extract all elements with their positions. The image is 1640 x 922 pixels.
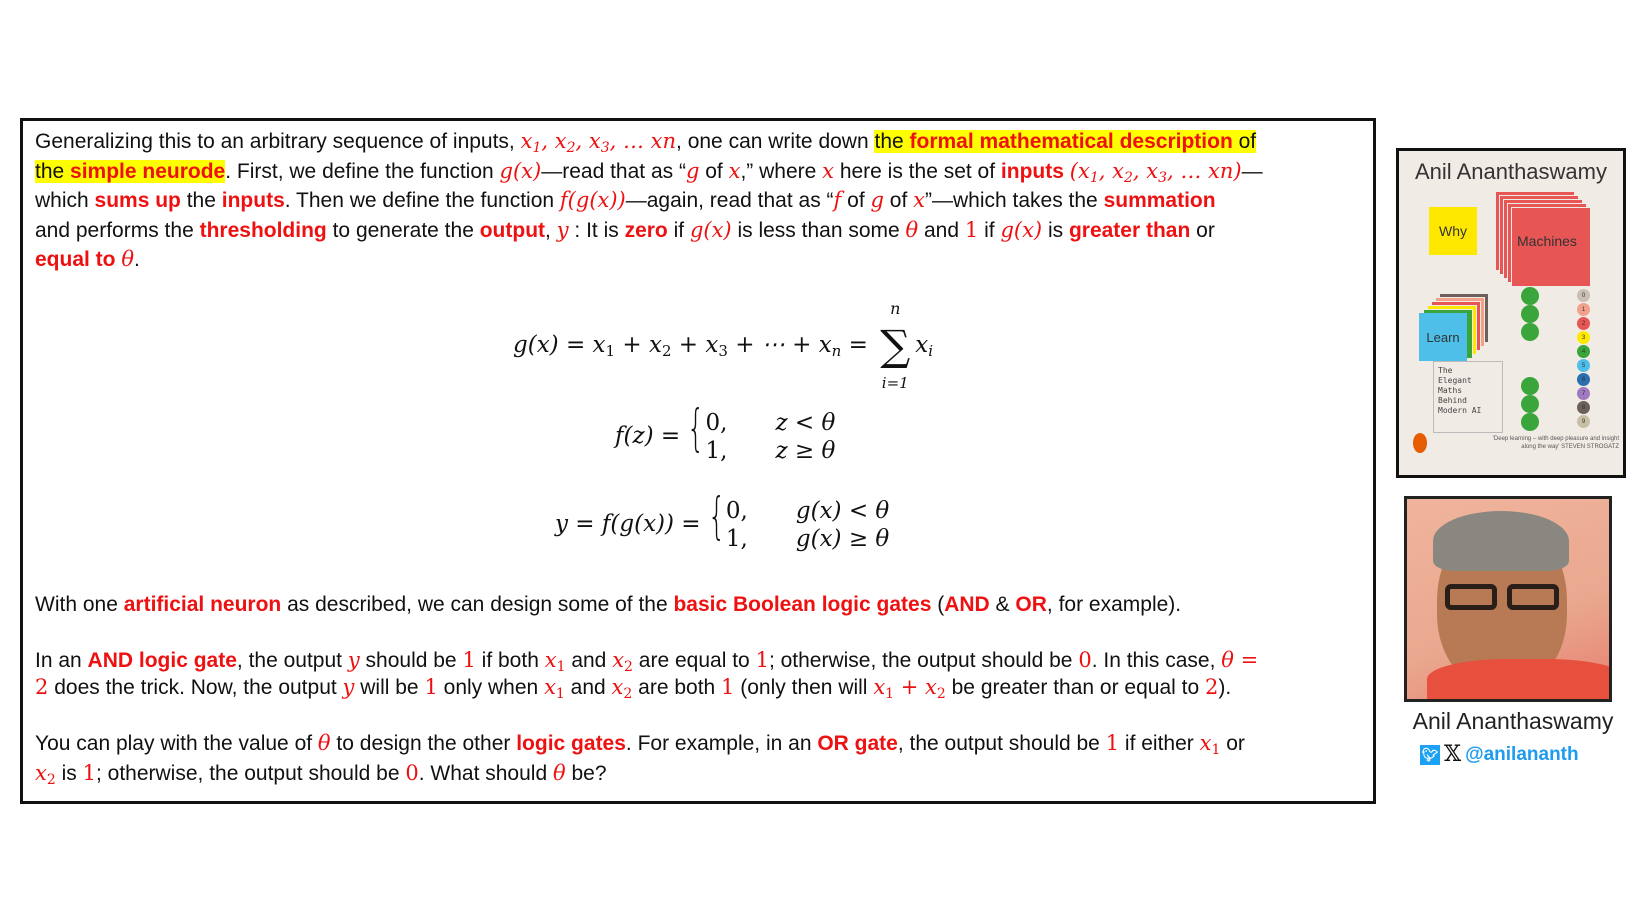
network-node bbox=[1521, 305, 1539, 323]
author-photo bbox=[1404, 496, 1612, 702]
output-node: 4 bbox=[1577, 345, 1590, 358]
output-node: 2 bbox=[1577, 317, 1590, 330]
shirt bbox=[1427, 659, 1612, 702]
paragraph-logic-gates: With one artificial neuron as described, we can design some of the basic Boolean logic gates (AND & OR, for example). bbox=[35, 593, 1182, 616]
term-sums-up: sums up bbox=[94, 189, 181, 212]
term-summation: summation bbox=[1103, 189, 1216, 212]
twitter-bird-icon: 🐦︎ bbox=[1420, 745, 1440, 765]
term-inputs: inputs bbox=[1000, 159, 1064, 183]
output-node: 7 bbox=[1577, 387, 1590, 400]
term-thresholding: thresholding bbox=[199, 218, 327, 242]
equation-sum: $g(x) = x_1 + x_2 + x_3$ + ⋯ + $x_n$ = n ∑ i=1 $x_i$ bbox=[513, 299, 934, 392]
network-node bbox=[1521, 377, 1539, 395]
penguin-logo-icon bbox=[1413, 433, 1427, 453]
paragraph-and-gate: In an AND logic gate, the output y should be 1 if both $x_1$ and $x_2$ are equal to 1; otherwise, the output should be 0. In this case, θ = 2 does the trick. Now, the output y will be 1 only when $x_1$ and $x_2$ are both 1 (only then will $x_1 + x_2$ be greater than or equal to 2). bbox=[35, 648, 1259, 702]
sigma-symbol: n ∑ i=1 bbox=[880, 299, 911, 392]
glasses-icon bbox=[1445, 584, 1569, 614]
text: , one can write down bbox=[676, 130, 875, 153]
book-subtitle: The Elegant Maths Behind Modern AI bbox=[1433, 361, 1503, 433]
book-cover bbox=[1396, 148, 1626, 478]
book-learn-box: Learn bbox=[1419, 313, 1467, 361]
network-node bbox=[1521, 413, 1539, 431]
paragraph-or-gate: You can play with the value of θ to design the other logic gates. For example, in an OR gate, the output should be 1 if either $x_1$ or $x_2$ is 1; otherwise, the output should be 0. What should θ be? bbox=[35, 731, 1245, 788]
book-why-box: Why bbox=[1429, 207, 1477, 255]
social-handle[interactable] bbox=[1420, 742, 1579, 767]
network-node bbox=[1521, 287, 1539, 305]
output-node: 6 bbox=[1577, 373, 1590, 386]
math-inputs: $x_1$, $x_2$, $x_3$, … xn bbox=[520, 129, 677, 156]
output-node: 5 bbox=[1577, 359, 1590, 372]
text: . First, we define the function bbox=[225, 159, 500, 183]
output-node: 1 bbox=[1577, 303, 1590, 316]
book-machines-label: Machines bbox=[1517, 233, 1577, 249]
book-author: Anil Ananthaswamy bbox=[1415, 159, 1607, 184]
highlight-simple-neurode: the simple neurode bbox=[35, 159, 226, 183]
author-name: Anil Ananthaswamy bbox=[1412, 708, 1614, 734]
network-node bbox=[1521, 323, 1539, 341]
paragraph-definition: Generalizing this to an arbitrary sequence of inputs, $x_1$, $x_2$, $x_3$, … xn, one can write down the formal mathematical description of the simple neurode. First, we define the function g(x)—read that as “g of x,” where x here is the set of inputs ($x_1$, $x_2$, $x_3$, … xn)— which sums up the inputs. Then we define the function f(g(x))—again, read that as “f of g of x”—which takes the summation and performs the thresholding to generate the output, y : It is zero if g(x) is less than some θ and 1 if g(x) is greater than or equal to θ. bbox=[35, 129, 1263, 271]
equation-output: y = f(g(x)) = { 0, g(x) < θ 1, g(x) ≥ θ bbox=[555, 487, 890, 552]
output-node: 8 bbox=[1577, 401, 1590, 414]
book-quote: 'Deep learning – with deep pleasure and insight along the way' STEVEN STROGATZ bbox=[1492, 436, 1619, 450]
math-gx: g(x) bbox=[499, 158, 542, 183]
output-node: 3 bbox=[1577, 331, 1590, 344]
equation-threshold: f(z) = { 0, z < θ 1, z ≥ θ bbox=[615, 399, 836, 464]
equations-block bbox=[23, 297, 1373, 567]
x-logo-icon: 𝕏 bbox=[1444, 742, 1462, 767]
output-node: 0 bbox=[1577, 289, 1590, 302]
highlight-formal-description: the formal mathematical description of bbox=[874, 130, 1257, 153]
text: Generalizing this to an arbitrary sequence of inputs, bbox=[35, 130, 521, 153]
output-node: 9 bbox=[1577, 415, 1590, 428]
hair bbox=[1433, 511, 1569, 571]
handle-text[interactable]: @anilananth bbox=[1465, 743, 1579, 765]
content-panel bbox=[20, 118, 1376, 804]
network-node bbox=[1521, 395, 1539, 413]
